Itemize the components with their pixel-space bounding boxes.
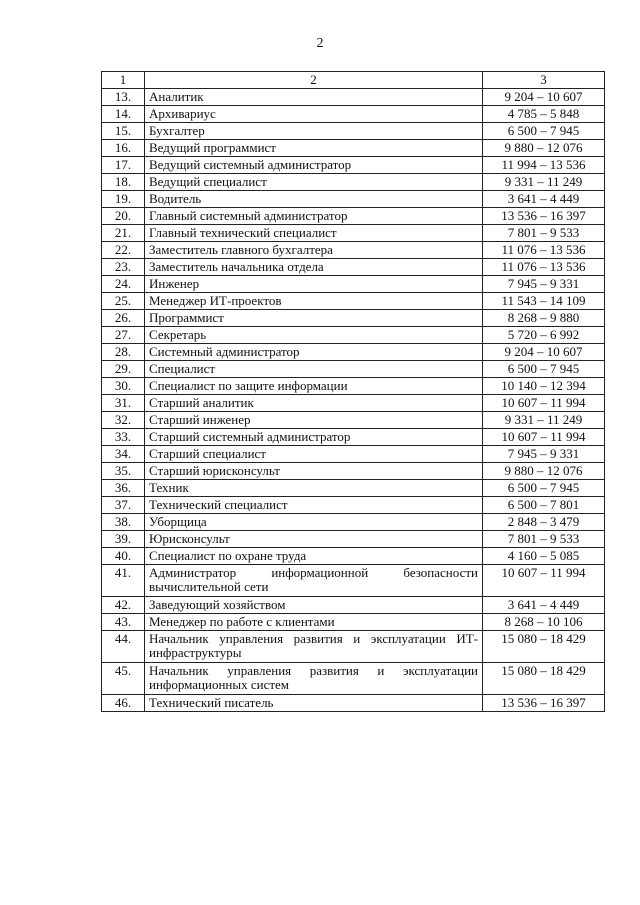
position-name-cell: Специалист: [145, 361, 483, 378]
salary-range-cell: 6 500 – 7 945: [483, 361, 605, 378]
row-number-cell: 36.: [102, 480, 145, 497]
salary-range-cell: 6 500 – 7 945: [483, 480, 605, 497]
position-name-cell: Программист: [145, 310, 483, 327]
position-name-cell: Начальник управления развития и эксплуатации ИТ-инфраструктуры: [145, 631, 483, 663]
salary-range-cell: 15 080 – 18 429: [483, 663, 605, 695]
salary-range-cell: 7 945 – 9 331: [483, 446, 605, 463]
salary-range-cell: 3 641 – 4 449: [483, 191, 605, 208]
salary-range-cell: 15 080 – 18 429: [483, 631, 605, 663]
table-row: [102, 89, 605, 106]
row-number-cell: 18.: [102, 174, 145, 191]
salary-range-cell: 2 848 – 3 479: [483, 514, 605, 531]
row-number-cell: 22.: [102, 242, 145, 259]
row-number-cell: 43.: [102, 614, 145, 631]
row-number-cell: 46.: [102, 695, 145, 712]
position-name-cell: Старший специалист: [145, 446, 483, 463]
salary-table: [101, 71, 605, 712]
page-number: 2: [316, 36, 324, 51]
table-row: [102, 276, 605, 293]
header-row: [102, 72, 605, 89]
table-row: [102, 395, 605, 412]
salary-range-cell: 9 204 – 10 607: [483, 344, 605, 361]
row-number-cell: 31.: [102, 395, 145, 412]
header-cell-3: 3: [483, 72, 605, 89]
table-row: [102, 514, 605, 531]
table-row: [102, 548, 605, 565]
position-name-cell: Заместитель начальника отдела: [145, 259, 483, 276]
salary-range-cell: 11 994 – 13 536: [483, 157, 605, 174]
table-row: [102, 242, 605, 259]
salary-range-cell: 10 607 – 11 994: [483, 395, 605, 412]
salary-range-cell: 7 801 – 9 533: [483, 225, 605, 242]
table-row: [102, 663, 605, 695]
position-name-cell: Ведущий специалист: [145, 174, 483, 191]
salary-range-cell: 7 801 – 9 533: [483, 531, 605, 548]
position-name-cell: Администратор информационной безопасности вычислительной сети: [145, 565, 483, 597]
row-number-cell: 38.: [102, 514, 145, 531]
row-number-cell: 39.: [102, 531, 145, 548]
row-number-cell: 17.: [102, 157, 145, 174]
position-name-cell: Заведующий хозяйством: [145, 597, 483, 614]
table-row: [102, 140, 605, 157]
position-name-cell: Технический специалист: [145, 497, 483, 514]
salary-range-cell: 13 536 – 16 397: [483, 208, 605, 225]
row-number-cell: 30.: [102, 378, 145, 395]
table-row: [102, 480, 605, 497]
position-name-cell: Архивариус: [145, 106, 483, 123]
table-row: [102, 531, 605, 548]
row-number-cell: 21.: [102, 225, 145, 242]
row-number-cell: 27.: [102, 327, 145, 344]
table-row: [102, 344, 605, 361]
row-number-cell: 16.: [102, 140, 145, 157]
table-row: [102, 208, 605, 225]
row-number-cell: 37.: [102, 497, 145, 514]
position-name-cell: Ведущий системный администратор: [145, 157, 483, 174]
position-name-cell: Аналитик: [145, 89, 483, 106]
salary-range-cell: 9 880 – 12 076: [483, 140, 605, 157]
salary-range-cell: 11 076 – 13 536: [483, 259, 605, 276]
table-row: [102, 597, 605, 614]
salary-range-cell: 8 268 – 10 106: [483, 614, 605, 631]
position-name-cell: Инженер: [145, 276, 483, 293]
salary-range-cell: 10 607 – 11 994: [483, 429, 605, 446]
table-row: [102, 412, 605, 429]
row-number-cell: 19.: [102, 191, 145, 208]
table-row: [102, 631, 605, 663]
row-number-cell: 33.: [102, 429, 145, 446]
salary-range-cell: 11 543 – 14 109: [483, 293, 605, 310]
position-name-cell: Бухгалтер: [145, 123, 483, 140]
position-name-cell: Специалист по охране труда: [145, 548, 483, 565]
position-name-cell: Главный системный администратор: [145, 208, 483, 225]
position-name-cell: Менеджер по работе с клиентами: [145, 614, 483, 631]
salary-range-cell: 9 880 – 12 076: [483, 463, 605, 480]
position-name-cell: Уборщица: [145, 514, 483, 531]
table-row: [102, 174, 605, 191]
header-cell-2: 2: [145, 72, 483, 89]
row-number-cell: 28.: [102, 344, 145, 361]
position-name-cell: Системный администратор: [145, 344, 483, 361]
row-number-cell: 42.: [102, 597, 145, 614]
table-row: [102, 191, 605, 208]
salary-range-cell: 4 785 – 5 848: [483, 106, 605, 123]
salary-range-cell: 10 140 – 12 394: [483, 378, 605, 395]
position-name-cell: Специалист по защите информации: [145, 378, 483, 395]
row-number-cell: 40.: [102, 548, 145, 565]
salary-range-cell: 13 536 – 16 397: [483, 695, 605, 712]
table-row: [102, 157, 605, 174]
table-row: [102, 463, 605, 480]
table-row: [102, 497, 605, 514]
position-name-cell: Старший аналитик: [145, 395, 483, 412]
position-name-cell: Заместитель главного бухгалтера: [145, 242, 483, 259]
table-row: [102, 429, 605, 446]
position-name-cell: Техник: [145, 480, 483, 497]
salary-range-cell: 9 331 – 11 249: [483, 174, 605, 191]
position-name-cell: Начальник управления развития и эксплуатации информационных систем: [145, 663, 483, 695]
salary-range-cell: 9 331 – 11 249: [483, 412, 605, 429]
row-number-cell: 15.: [102, 123, 145, 140]
position-name-cell: Технический писатель: [145, 695, 483, 712]
table-row: [102, 259, 605, 276]
row-number-cell: 26.: [102, 310, 145, 327]
row-number-cell: 32.: [102, 412, 145, 429]
salary-range-cell: 10 607 – 11 994: [483, 565, 605, 597]
row-number-cell: 44.: [102, 631, 145, 663]
row-number-cell: 23.: [102, 259, 145, 276]
position-name-cell: Старший инженер: [145, 412, 483, 429]
header-cell-1: 1: [102, 72, 145, 89]
table-row: [102, 446, 605, 463]
salary-range-cell: 4 160 – 5 085: [483, 548, 605, 565]
position-name-cell: Главный технический специалист: [145, 225, 483, 242]
position-name-cell: Старший юрисконсульт: [145, 463, 483, 480]
row-number-cell: 29.: [102, 361, 145, 378]
salary-range-cell: 5 720 – 6 992: [483, 327, 605, 344]
position-name-cell: Ведущий программист: [145, 140, 483, 157]
row-number-cell: 24.: [102, 276, 145, 293]
salary-range-cell: 8 268 – 9 880: [483, 310, 605, 327]
position-name-cell: Секретарь: [145, 327, 483, 344]
position-name-cell: Юрисконсульт: [145, 531, 483, 548]
table-row: [102, 695, 605, 712]
row-number-cell: 25.: [102, 293, 145, 310]
row-number-cell: 13.: [102, 89, 145, 106]
table-row: [102, 378, 605, 395]
table-row: [102, 614, 605, 631]
table-row: [102, 310, 605, 327]
position-name-cell: Водитель: [145, 191, 483, 208]
row-number-cell: 45.: [102, 663, 145, 695]
salary-range-cell: 6 500 – 7 801: [483, 497, 605, 514]
table-row: [102, 327, 605, 344]
row-number-cell: 34.: [102, 446, 145, 463]
position-name-cell: Старший системный администратор: [145, 429, 483, 446]
salary-range-cell: 9 204 – 10 607: [483, 89, 605, 106]
table-row: [102, 361, 605, 378]
table-row: [102, 565, 605, 597]
row-number-cell: 20.: [102, 208, 145, 225]
salary-range-cell: 11 076 – 13 536: [483, 242, 605, 259]
table-row: [102, 225, 605, 242]
position-name-cell: Менеджер ИТ-проектов: [145, 293, 483, 310]
row-number-cell: 14.: [102, 106, 145, 123]
salary-range-cell: 3 641 – 4 449: [483, 597, 605, 614]
salary-range-cell: 7 945 – 9 331: [483, 276, 605, 293]
table-row: [102, 123, 605, 140]
table-row: [102, 106, 605, 123]
salary-range-cell: 6 500 – 7 945: [483, 123, 605, 140]
table-row: [102, 293, 605, 310]
row-number-cell: 41.: [102, 565, 145, 597]
row-number-cell: 35.: [102, 463, 145, 480]
